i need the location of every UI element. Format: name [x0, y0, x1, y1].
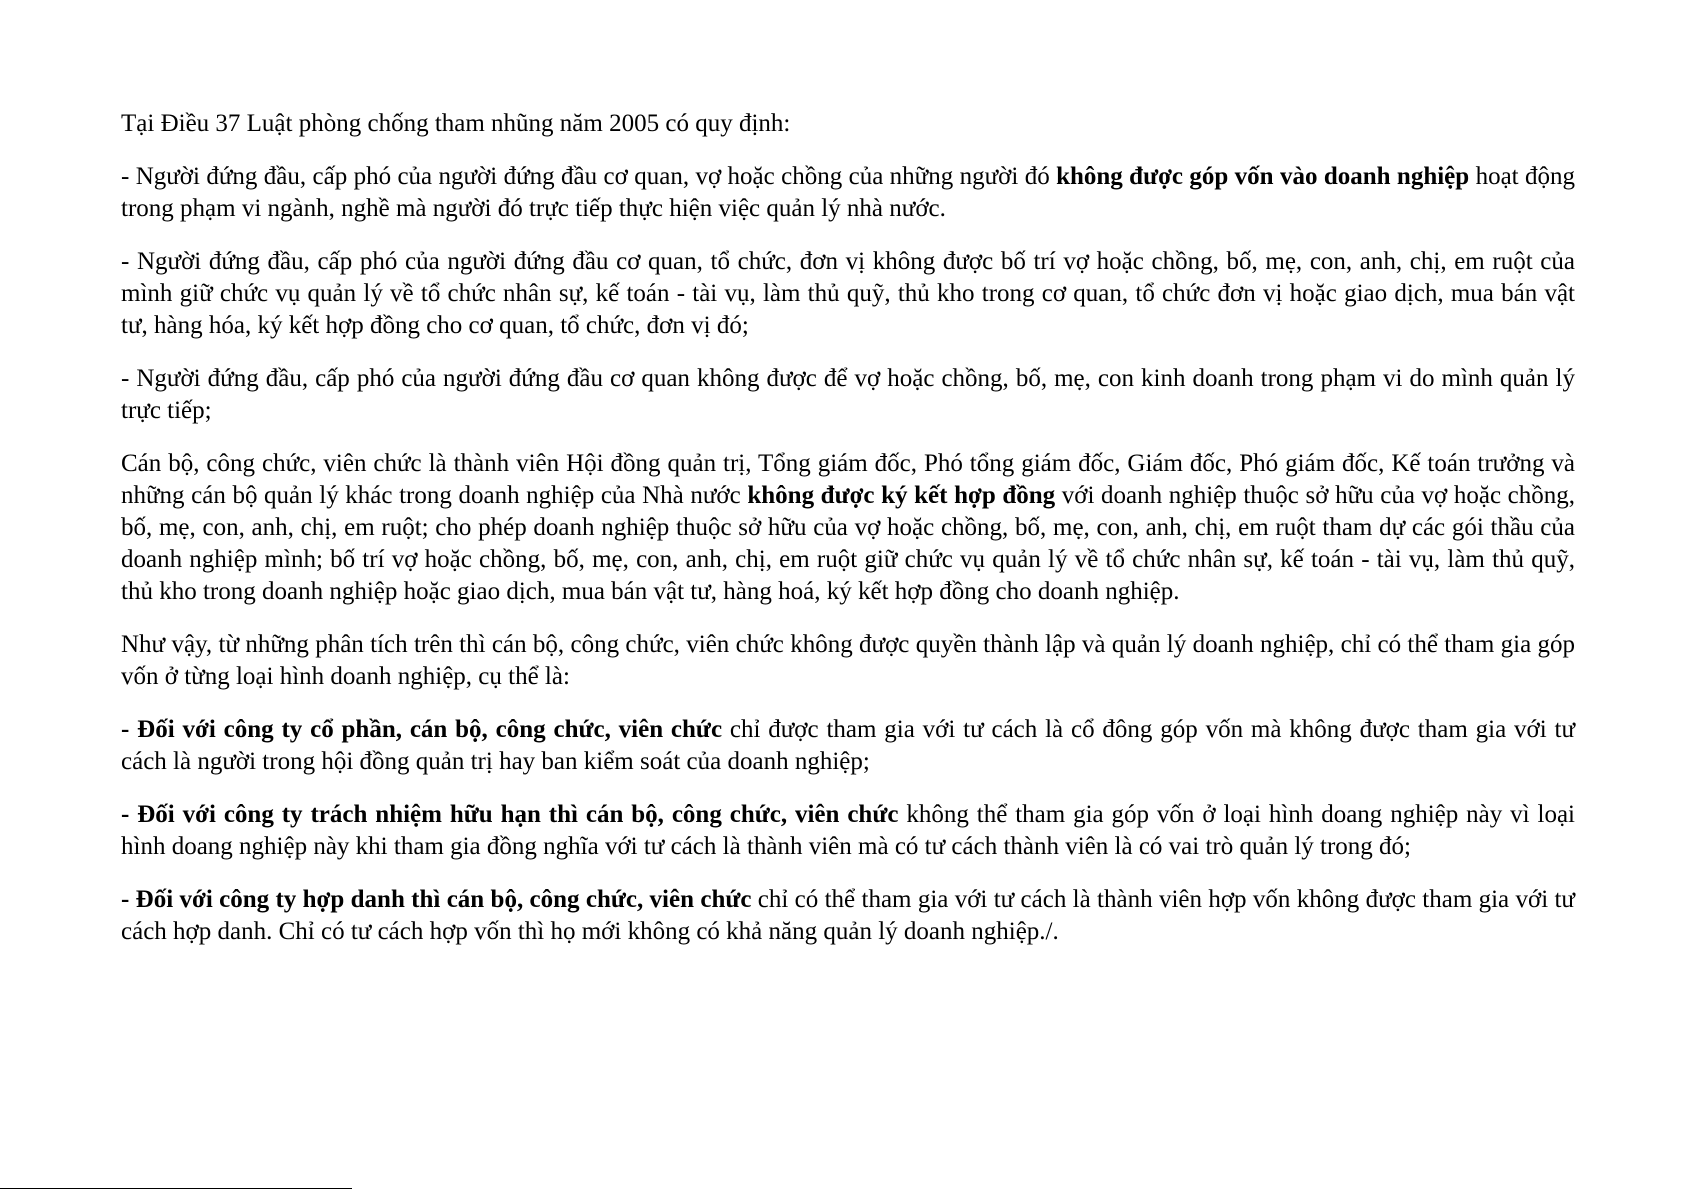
- text-run: Cán bộ, công chức, viên chức là thành viên Hội đồng quản trị, Tổng giám đốc, Phó tổng giám đốc, Giám đốc, Phó giám đốc, Kế toán trưởng và những cán bộ quản lý khác trong doanh nghiệp của Nhà nước: [121, 450, 1575, 509]
- text-run: chỉ có thể tham gia với tư cách là thành viên hợp vốn không được tham gia với tư cách hợp danh. Chỉ có tư cách hợp vốn thì họ mới không có khả năng quản lý doanh nghiệp./.: [121, 886, 1575, 945]
- text-run: Như vậy, từ những phân tích trên thì cán bộ, công chức, viên chức không được quyền thành lập và quản lý doanh nghiệp, chỉ có thể tham gia góp vốn ở từng loại hình doanh nghiệp, cụ thể là:: [121, 631, 1575, 690]
- paragraph-partnership-company: [121, 884, 1575, 948]
- text-run: - Người đứng đầu, cấp phó của người đứng đầu cơ quan, vợ hoặc chồng của những người đó: [121, 163, 1057, 190]
- bold-text-run: - Đối với công ty hợp danh thì cán bộ, công chức, viên chức: [121, 886, 752, 913]
- bold-text-run: - Đối với công ty cổ phần, cán bộ, công chức, viên chức: [121, 716, 723, 743]
- paragraph-rule-1: [121, 161, 1575, 225]
- text-run: - Người đứng đầu, cấp phó của người đứng đầu cơ quan, tổ chức, đơn vị không được bố trí vợ hoặc chồng, bố, mẹ, con, anh, chị, em ruột của mình giữ chức vụ quản lý về tổ chức nhân sự, kế toán - tài vụ, làm thủ quỹ, thủ kho trong cơ quan, tổ chức đơn vị hoặc giao dịch, mua bán vật tư, hàng hóa, ký kết hợp đồng cho cơ quan, tổ chức, đơn vị đó;: [121, 248, 1575, 339]
- paragraph-limited-liability-company: [121, 799, 1575, 863]
- bold-text-run: không được góp vốn vào doanh nghiệp: [1056, 163, 1470, 190]
- text-run: Tại Điều 37 Luật phòng chống tham nhũng năm 2005 có quy định:: [121, 110, 791, 137]
- bold-text-run: không được ký kết hợp đồng: [747, 482, 1056, 509]
- paragraph-rule-2: [121, 246, 1575, 342]
- paragraph-intro: [121, 108, 1575, 140]
- text-run: - Người đứng đầu, cấp phó của người đứng đầu cơ quan không được để vợ hoặc chồng, bố, mẹ, con kinh doanh trong phạm vi do mình quản lý trực tiếp;: [121, 365, 1575, 424]
- text-run: chỉ được tham gia với tư cách là cổ đông góp vốn mà không được tham gia với tư cách là người trong hội đồng quản trị hay ban kiểm soát của doanh nghiệp;: [121, 716, 1575, 775]
- paragraph-joint-stock-company: [121, 714, 1575, 778]
- bold-text-run: - Đối với công ty trách nhiệm hữu hạn thì cán bộ, công chức, viên chức: [121, 801, 899, 828]
- document-page: [121, 108, 1575, 969]
- text-run: không thể tham gia góp vốn ở loại hình doang nghiệp này vì loại hình doang nghiệp này khi tham gia đồng nghĩa với tư cách là thành viên mà có tư cách thành viên là có vai trò quản lý trong đó;: [121, 801, 1575, 860]
- text-run: với doanh nghiệp thuộc sở hữu của vợ hoặc chồng, bố, mẹ, con, anh, chị, em ruột; cho phép doanh nghiệp thuộc sở hữu của vợ hoặc chồng, bố, mẹ, con, anh, chị, em ruột tham dự các gói thầu của doanh nghiệp mình; bố trí vợ hoặc chồng, bố, mẹ, con, anh, chị, em ruột giữ chức vụ quản lý về tổ chức nhân sự, kế toán - tài vụ, làm thủ quỹ, thủ kho trong doanh nghiệp hoặc giao dịch, mua bán vật tư, hàng hoá, ký kết hợp đồng cho doanh nghiệp.: [121, 482, 1575, 605]
- paragraph-conclusion: [121, 629, 1575, 693]
- text-run: hoạt động trong phạm vi ngành, nghề mà người đó trực tiếp thực hiện việc quản lý nhà nước.: [121, 163, 1575, 222]
- footnote-separator: [0, 1188, 352, 1189]
- paragraph-rule-3: [121, 363, 1575, 427]
- paragraph-rule-4: [121, 448, 1575, 608]
